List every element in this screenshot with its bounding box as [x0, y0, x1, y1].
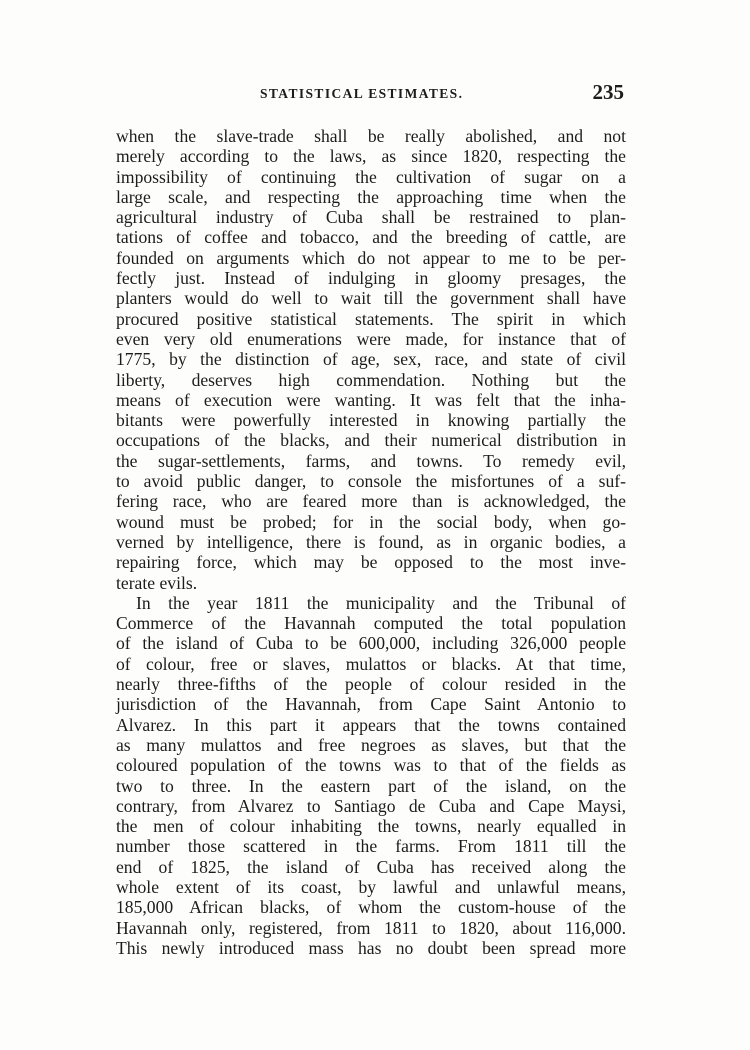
text-line: two to three. In the eastern part of the island, on the	[116, 775, 626, 796]
text-line: This newly introduced mass has no doubt been spread more	[116, 937, 626, 958]
text-line: large scale, and respecting the approaching time when the	[116, 186, 626, 207]
text-line: coloured population of the towns was to that of the fields as	[116, 755, 626, 776]
text-line: Havannah only, registered, from 1811 to 1820, about 116,000.	[116, 917, 626, 938]
text-line: Commerce of the Havannah computed the total population	[116, 613, 626, 634]
text-line: merely according to the laws, as since 1820, respecting the	[116, 146, 626, 167]
text-line: fectly just. Instead of indulging in gloomy presages, the	[116, 268, 626, 289]
body-text	[116, 126, 626, 958]
text-line: verned by intelligence, there is found, as in organic bodies, a	[116, 531, 626, 552]
paragraph	[116, 593, 626, 958]
text-line: when the slave-trade shall be really abolished, and not	[116, 126, 626, 146]
text-line: as many mulattos and free negroes as slaves, but that the	[116, 734, 626, 755]
text-line: nearly three-fifths of the people of colour resided in the	[116, 674, 626, 695]
text-line: of colour, free or slaves, mulattos or blacks. At that time,	[116, 653, 626, 674]
text-line: occupations of the blacks, and their numerical distribution in	[116, 430, 626, 451]
text-line: agricultural industry of Cuba shall be restrained to plan-	[116, 207, 626, 228]
text-line: wound must be probed; for in the social body, when go-	[116, 511, 626, 532]
text-line: even very old enumerations were made, for instance that of	[116, 328, 626, 349]
text-line: end of 1825, the island of Cuba has received along the	[116, 856, 626, 877]
running-head	[118, 80, 624, 110]
text-line: means of execution were wanting. It was felt that the inha-	[116, 389, 626, 410]
page-number: 235	[592, 80, 624, 104]
text-line: repairing force, which may be opposed to the most inve-	[116, 552, 626, 573]
text-line: Alvarez. In this part it appears that the towns contained	[116, 714, 626, 735]
text-line: fering race, who are feared more than is acknowledged, the	[116, 491, 626, 512]
text-line: planters would do well to wait till the government shall have	[116, 288, 626, 309]
text-line: the sugar-settlements, farms, and towns. To remedy evil,	[116, 450, 626, 471]
text-line: In the year 1811 the municipality and the Tribunal of	[136, 592, 626, 613]
text-line: the men of colour inhabiting the towns, nearly equalled in	[116, 816, 626, 837]
text-line: founded on arguments which do not appear to me to be per-	[116, 247, 626, 268]
text-line: bitants were powerfully interested in knowing partially the	[116, 410, 626, 431]
text-line: tations of coffee and tobacco, and the breeding of cattle, are	[116, 227, 626, 248]
text-line: procured positive statistical statements. The spirit in which	[116, 308, 626, 329]
paragraph	[116, 126, 626, 593]
text-line: 185,000 African blacks, of whom the custom-house of the	[116, 897, 626, 918]
text-line: jurisdiction of the Havannah, from Cape Saint Antonio to	[116, 694, 626, 715]
running-title: STATISTICAL ESTIMATES.	[260, 86, 464, 101]
text-line: whole extent of its coast, by lawful and unlawful means,	[116, 876, 626, 897]
text-line: liberty, deserves high commendation. Nothing but the	[116, 369, 626, 390]
text-line: 1775, by the distinction of age, sex, race, and state of civil	[116, 349, 626, 370]
text-line: contrary, from Alvarez to Santiago de Cuba and Cape Maysi,	[116, 795, 626, 816]
text-line: impossibility of continuing the cultivation of sugar on a	[116, 166, 626, 187]
text-line: number those scattered in the farms. From 1811 till the	[116, 836, 626, 857]
text-line: of the island of Cuba to be 600,000, including 326,000 people	[116, 633, 626, 654]
text-line: to avoid public danger, to console the misfortunes of a suf-	[116, 471, 626, 492]
text-line: terate evils.	[116, 572, 198, 593]
